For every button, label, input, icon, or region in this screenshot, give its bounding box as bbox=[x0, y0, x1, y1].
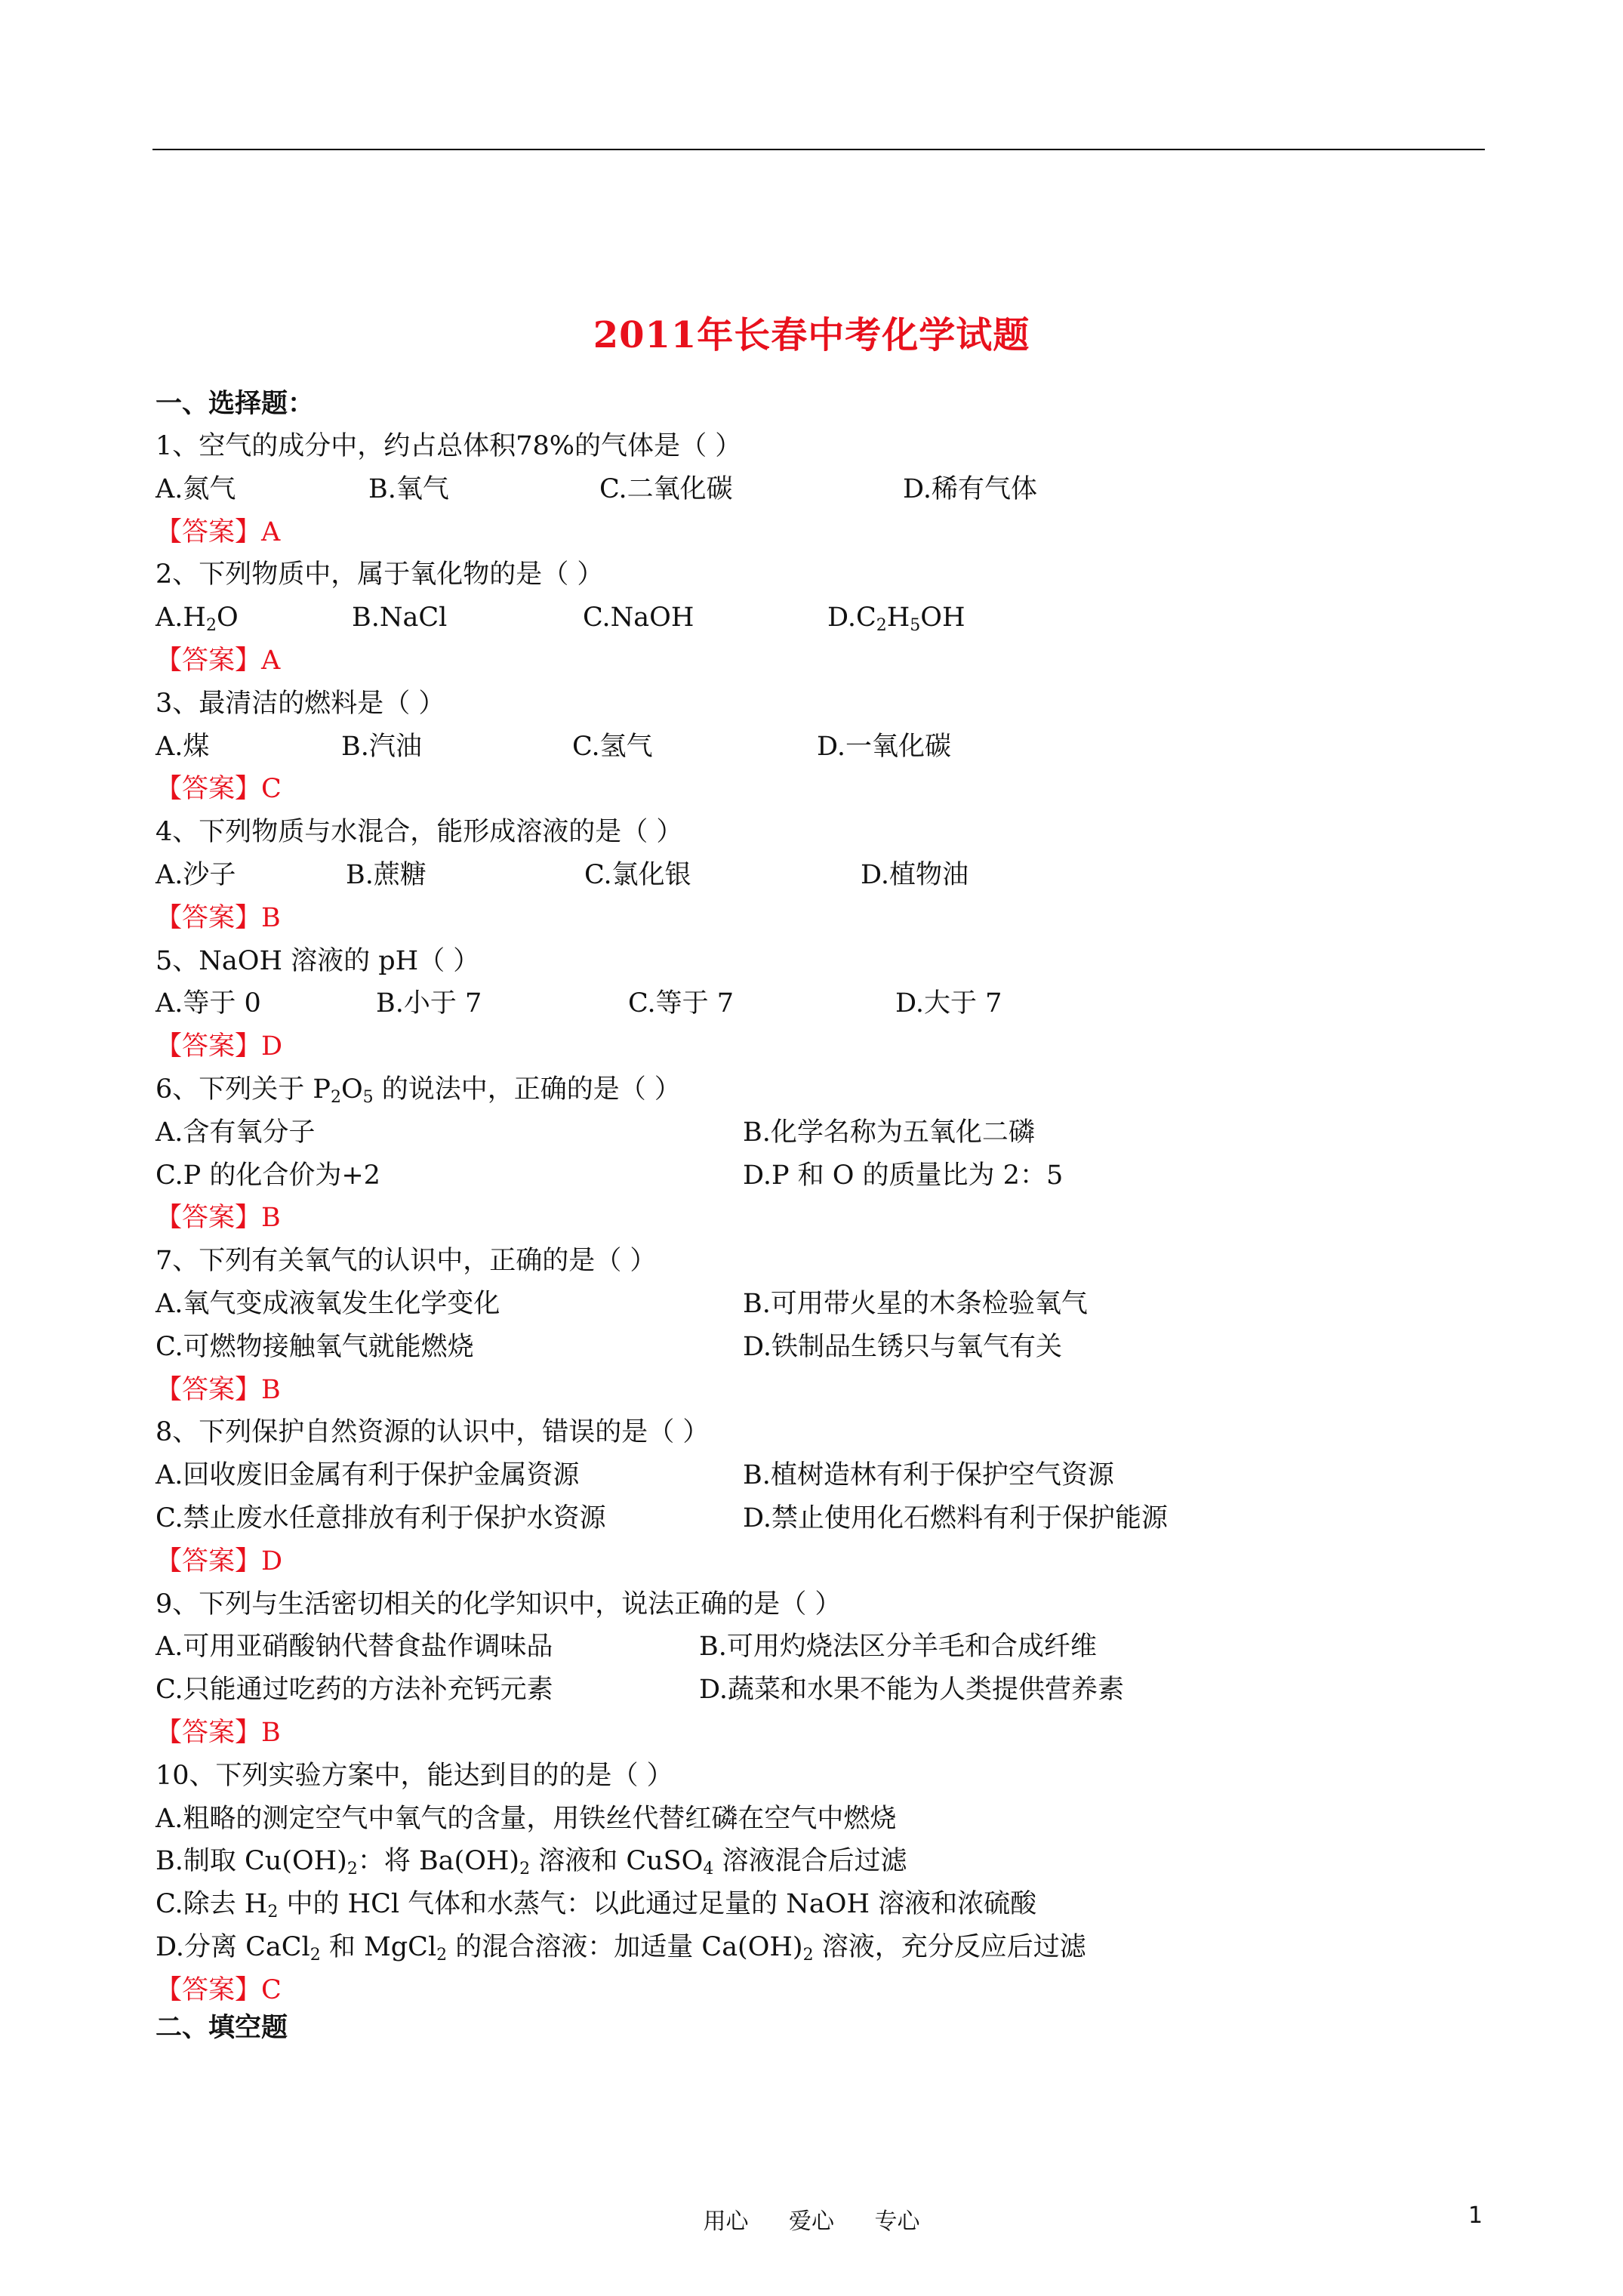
question-stem: 3、最清洁的燃料是（ ） bbox=[156, 688, 445, 719]
option: B.蔗糖 bbox=[346, 860, 427, 890]
header-rule bbox=[152, 149, 1485, 150]
option-row: D.分离 CaCl$_2$ 和 MgCl$_2$ 的混合溶液：加适量 $Ca(OH)_2$ 溶液，充分反应后过滤 bbox=[156, 1932, 1086, 1965]
page-number: 1 bbox=[1468, 2202, 1483, 2229]
option: C.可燃物接触氧气就能燃烧 bbox=[156, 1331, 474, 1362]
question-stem: 6、下列关于 $P_2O_5$ 的说法中，正确的是（ ） bbox=[156, 1074, 681, 1107]
option: C.只能通过吃药的方法补充钙元素 bbox=[156, 1675, 553, 1706]
option: D.P 和 O 的质量比为 2：5 bbox=[743, 1160, 1064, 1191]
option: B.NaCl bbox=[352, 603, 448, 633]
answer-line: 【答案】D bbox=[156, 1031, 283, 1062]
answer-line: 【答案】B bbox=[156, 1374, 281, 1405]
footer-item: 爱心 bbox=[789, 2208, 834, 2235]
option: D.稀有气体 bbox=[903, 473, 1037, 504]
page-title: 2011年长春中考化学试题 bbox=[593, 314, 1030, 356]
question-stem: 4、下列物质与水混合，能形成溶液的是（ ） bbox=[156, 817, 683, 848]
section-heading-choice: 一、选择题： bbox=[156, 388, 315, 419]
option: B.可用灼烧法区分羊毛和合成纤维 bbox=[699, 1632, 1097, 1663]
option: D.植物油 bbox=[861, 860, 969, 890]
option: B.汽油 bbox=[341, 731, 422, 762]
option: B.植树造林有利于保护空气资源 bbox=[743, 1460, 1114, 1491]
option: $A.H_2O$ bbox=[156, 603, 239, 636]
option: B.化学名称为五氧化二磷 bbox=[743, 1117, 1035, 1148]
answer-line: 【答案】B bbox=[156, 1203, 281, 1234]
option: A.含有氧分子 bbox=[156, 1117, 316, 1148]
answer-line: 【答案】B bbox=[156, 1718, 281, 1748]
answer-line: 【答案】C bbox=[156, 1974, 282, 2005]
option: C.等于 7 bbox=[628, 988, 735, 1019]
option: B.氧气 bbox=[368, 473, 449, 504]
option: C.氢气 bbox=[572, 731, 653, 762]
option: C.氯化银 bbox=[584, 860, 691, 890]
footer-motto bbox=[0, 2202, 1623, 2236]
footer-item: 用心 bbox=[703, 2208, 749, 2235]
option: A.可用亚硝酸钠代替食盐作调味品 bbox=[156, 1632, 553, 1663]
option: A.煤 bbox=[156, 731, 210, 762]
option: A.沙子 bbox=[156, 860, 236, 890]
question-stem: 9、下列与生活密切相关的化学知识中，说法正确的是（ ） bbox=[156, 1589, 842, 1620]
question-stem: 8、下列保护自然资源的认识中，错误的是（ ） bbox=[156, 1417, 710, 1448]
option: D.蔬菜和水果不能为人类提供营养素 bbox=[699, 1675, 1124, 1706]
answer-line: 【答案】D bbox=[156, 1546, 283, 1576]
option: C.NaOH bbox=[583, 603, 694, 633]
option: $D.C_2H_5OH$ bbox=[827, 603, 965, 636]
answer-line: 【答案】C bbox=[156, 774, 282, 805]
option: A.氮气 bbox=[156, 473, 236, 504]
question-stem: 2、下列物质中，属于氧化物的是（ ） bbox=[156, 559, 604, 590]
section-heading-fill: 二、填空题 bbox=[156, 2012, 288, 2043]
option: A.氧气变成液氧发生化学变化 bbox=[156, 1289, 500, 1319]
option: A.等于 0 bbox=[156, 988, 261, 1019]
footer-item: 专心 bbox=[874, 2208, 920, 2235]
question-stem: 10、下列实验方案中，能达到目的的是（ ） bbox=[156, 1760, 673, 1791]
option: A.回收废旧金属有利于保护金属资源 bbox=[156, 1460, 580, 1491]
option: D.禁止使用化石燃料有利于保护能源 bbox=[743, 1503, 1168, 1533]
option-row: A.粗略的测定空气中氧气的含量，用铁丝代替红磷在空气中燃烧 bbox=[156, 1803, 897, 1834]
option: C.禁止废水任意排放有利于保护水资源 bbox=[156, 1503, 606, 1533]
answer-line: 【答案】B bbox=[156, 902, 281, 933]
option: C.P 的化合价为+2 bbox=[156, 1160, 380, 1191]
option: B.小于 7 bbox=[376, 988, 482, 1019]
option-row: B.制取 $Cu(OH)_2$：将 $Ba(OH)_2$ 溶液和 CuSO$_4$ 溶液混合后过滤 bbox=[156, 1846, 907, 1879]
answer-line: 【答案】A bbox=[156, 646, 281, 676]
question-stem: 1、空气的成分中，约占总体积78%的气体是（ ） bbox=[156, 431, 742, 461]
option: D.一氧化碳 bbox=[817, 731, 951, 762]
option-row: C.除去 $H_2$ 中的 HCl 气体和水蒸气：以此通过足量的 NaOH 溶液和浓硫酸 bbox=[156, 1889, 1037, 1922]
option: B.可用带火星的木条检验氧气 bbox=[743, 1289, 1088, 1319]
question-stem: 7、下列有关氧气的认识中，正确的是（ ） bbox=[156, 1246, 657, 1277]
answer-line: 【答案】A bbox=[156, 516, 281, 547]
option: D.铁制品生锈只与氧气有关 bbox=[743, 1331, 1062, 1362]
question-stem: 5、NaOH 溶液的 pH（ ） bbox=[156, 945, 480, 976]
option: C.二氧化碳 bbox=[599, 473, 733, 504]
option: D.大于 7 bbox=[895, 988, 1002, 1019]
